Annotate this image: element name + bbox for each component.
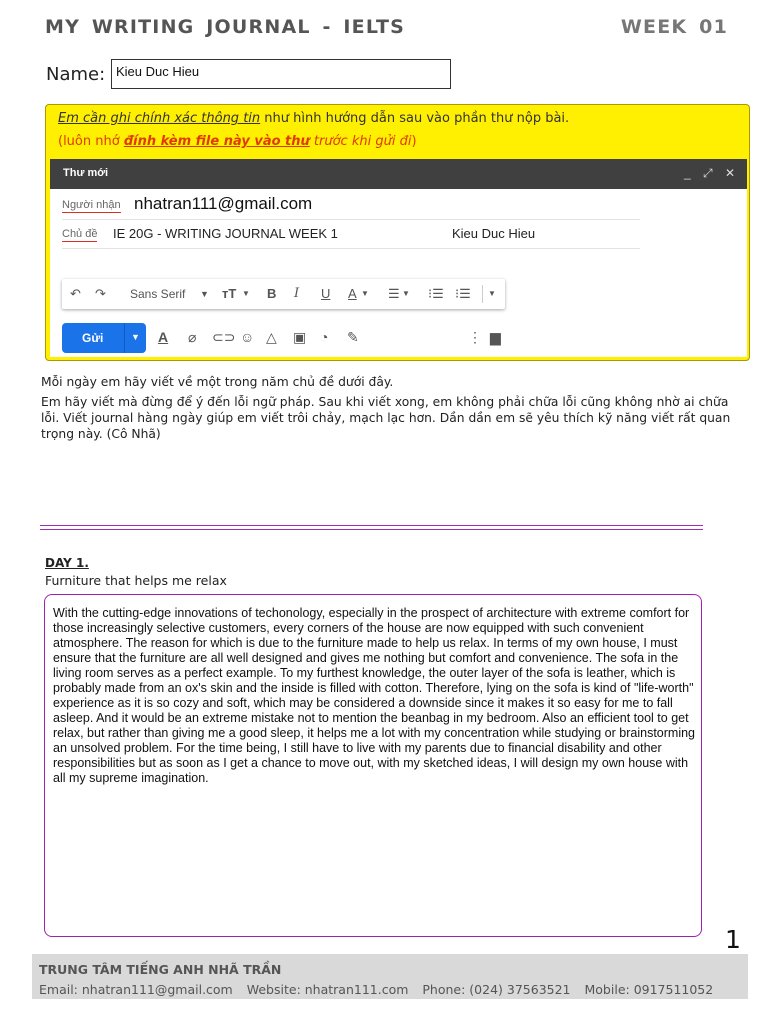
day-topic: Furniture that helps me relax (45, 573, 227, 588)
font-select[interactable]: Sans Serif (130, 287, 186, 301)
instruction-paren-open: (luôn nhớ (58, 134, 124, 149)
toolbar-separator (482, 285, 483, 303)
instruction-rest: như hình hướng dẫn sau vào phần thư nộp bài. (260, 111, 570, 126)
underline-icon[interactable]: U (321, 286, 331, 301)
numbered-list-icon[interactable]: ⁝☰ (428, 286, 444, 301)
undo-icon[interactable]: ↶ (70, 286, 81, 301)
compose-title-bar (50, 159, 747, 189)
page-number: 1 (725, 925, 741, 954)
email-compose-window (50, 159, 747, 357)
chevron-down-icon[interactable]: ▼ (402, 289, 410, 298)
week-label: WEEK 01 (620, 16, 728, 38)
divider (62, 248, 640, 249)
essay-box[interactable] (44, 594, 702, 937)
instruction-paren-close: ) (411, 134, 417, 149)
delete-icon[interactable]: ▆ (490, 329, 501, 345)
instruction-panel (45, 104, 750, 361)
bold-icon[interactable]: B (267, 286, 277, 301)
chevron-down-icon[interactable]: ▼ (242, 289, 250, 298)
essay-text[interactable]: With the cutting-edge innovations of techonology, especially in the prospect of architecture with extreme comfort for those increasingly selective customers, every corners of the house are now equipped with such convenient atmosphere. The reason for which is due to the furniture made to help us relax. In terms of my own house, I must ensure that the furniture are all well designed and gives me nothing but comfort and convenience. The sofa in the living room serves as a perfect example. To my furthest knowledge, the outer layer of the sofa is leather, which is probably made from an ox's skin and the inside is filled with cotton. Therefore, lying on the sofa is kind of "life-worth" experience as it is so cozy and soft, which may be considered a downside since it makes it so easy for me to fall asleep. And it would be an extreme mistake not to mention the beanbag in my bedroom. Also an efficient tool to get relax, but rather than giving me a good sleep, it helps me a lot with my concentration while studying or brainstorming an unsolved problem. For the time being, I still have to live with my parents due to financial disability and other responsibilities but as soon as I get a chance to move out, with my sketched ideas, I will design my own house with all my supreme imagination. (53, 606, 695, 785)
divider (62, 219, 640, 220)
instruction-emphasis: Em cần ghi chính xác thông tin (58, 111, 261, 126)
footer-org: TRUNG TÂM TIẾNG ANH NHÃ TRẦN (39, 962, 282, 977)
send-label: Gửi (82, 331, 104, 345)
minimize-icon[interactable]: _ (684, 166, 691, 180)
attach-icon[interactable]: ⌀ (188, 329, 197, 345)
bulleted-list-icon[interactable]: ⁝☰ (455, 286, 471, 301)
redo-icon[interactable]: ↷ (95, 286, 106, 301)
subject-field[interactable]: IE 20G - WRITING JOURNAL WEEK 1 (113, 226, 338, 241)
confidential-icon[interactable]: ◔ (320, 329, 329, 345)
text-color-icon[interactable]: A (348, 286, 357, 301)
name-field[interactable]: Kieu Duc Hieu (111, 59, 451, 89)
drive-icon[interactable]: △ (266, 329, 277, 345)
send-options-icon[interactable]: ▼ (131, 332, 140, 342)
guidance-paragraph: Em hãy viết mà đừng để ý đến lỗi ngữ pháp. Sau khi viết xong, em không phải chữa lỗi cũng không nhờ ai chữa lỗi. Viết journal hàng ngày giúp em viết trôi chảy, mạch lạc hơn. Dần dần em sẽ yêu thích kỹ năng viết rất quan trọng này. (Cô Nhã) (41, 395, 731, 441)
footer-phone: Phone: (024) 37563521 (422, 982, 571, 997)
link-icon[interactable]: ⊂⊃ (212, 329, 236, 345)
compose-title: Thư mới (63, 167, 109, 179)
name-label: Name: (46, 64, 106, 85)
send-separator (124, 323, 125, 353)
chevron-down-icon[interactable]: ▼ (361, 289, 369, 298)
font-select-chevron-icon[interactable]: ▼ (200, 289, 209, 299)
day-label: DAY 1. (45, 556, 89, 570)
footer-email: Email: nhatran111@gmail.com (39, 982, 233, 997)
signature-icon[interactable]: ✎ (347, 329, 359, 345)
footer-mobile: Mobile: 0917511052 (584, 982, 714, 997)
expand-icon[interactable]: ⤢ (703, 166, 713, 180)
close-icon[interactable]: ✕ (725, 166, 736, 180)
attach-reminder: đính kèm file này vào thư (123, 134, 310, 149)
formatting-toolbar (62, 279, 505, 309)
footer (32, 954, 748, 999)
footer-contact (39, 982, 723, 997)
subject-student-name: Kieu Duc Hieu (452, 226, 536, 241)
divider-line (40, 529, 703, 530)
subject-label: Chủ đề (62, 228, 98, 240)
instruction-line-1 (58, 111, 569, 126)
divider-line (40, 525, 703, 526)
guidance-line-1: Mỗi ngày em hãy viết về một trong năm chủ đề dưới đây. (41, 375, 394, 389)
align-icon[interactable]: ☰ (388, 286, 400, 301)
more-options-icon[interactable]: ⋮ (468, 329, 482, 345)
emoji-icon[interactable]: ☺ (240, 329, 255, 345)
recipient-label: Người nhận (62, 199, 121, 211)
send-button[interactable] (62, 323, 146, 353)
instruction-line-2 (58, 134, 417, 149)
more-formatting-icon[interactable]: ▼ (488, 289, 496, 298)
photo-icon[interactable]: ▣ (293, 329, 307, 345)
text-format-icon[interactable]: A (158, 329, 169, 345)
recipient-field[interactable]: nhatran111@gmail.com (134, 194, 313, 213)
instruction-rest-2: trước khi gửi đi (309, 134, 412, 149)
journal-title: MY WRITING JOURNAL - IELTS (45, 16, 406, 38)
footer-website: Website: nhatran111.com (246, 982, 409, 997)
font-size-icon[interactable]: ᴛT (222, 286, 237, 301)
italic-icon[interactable]: I (294, 286, 300, 301)
